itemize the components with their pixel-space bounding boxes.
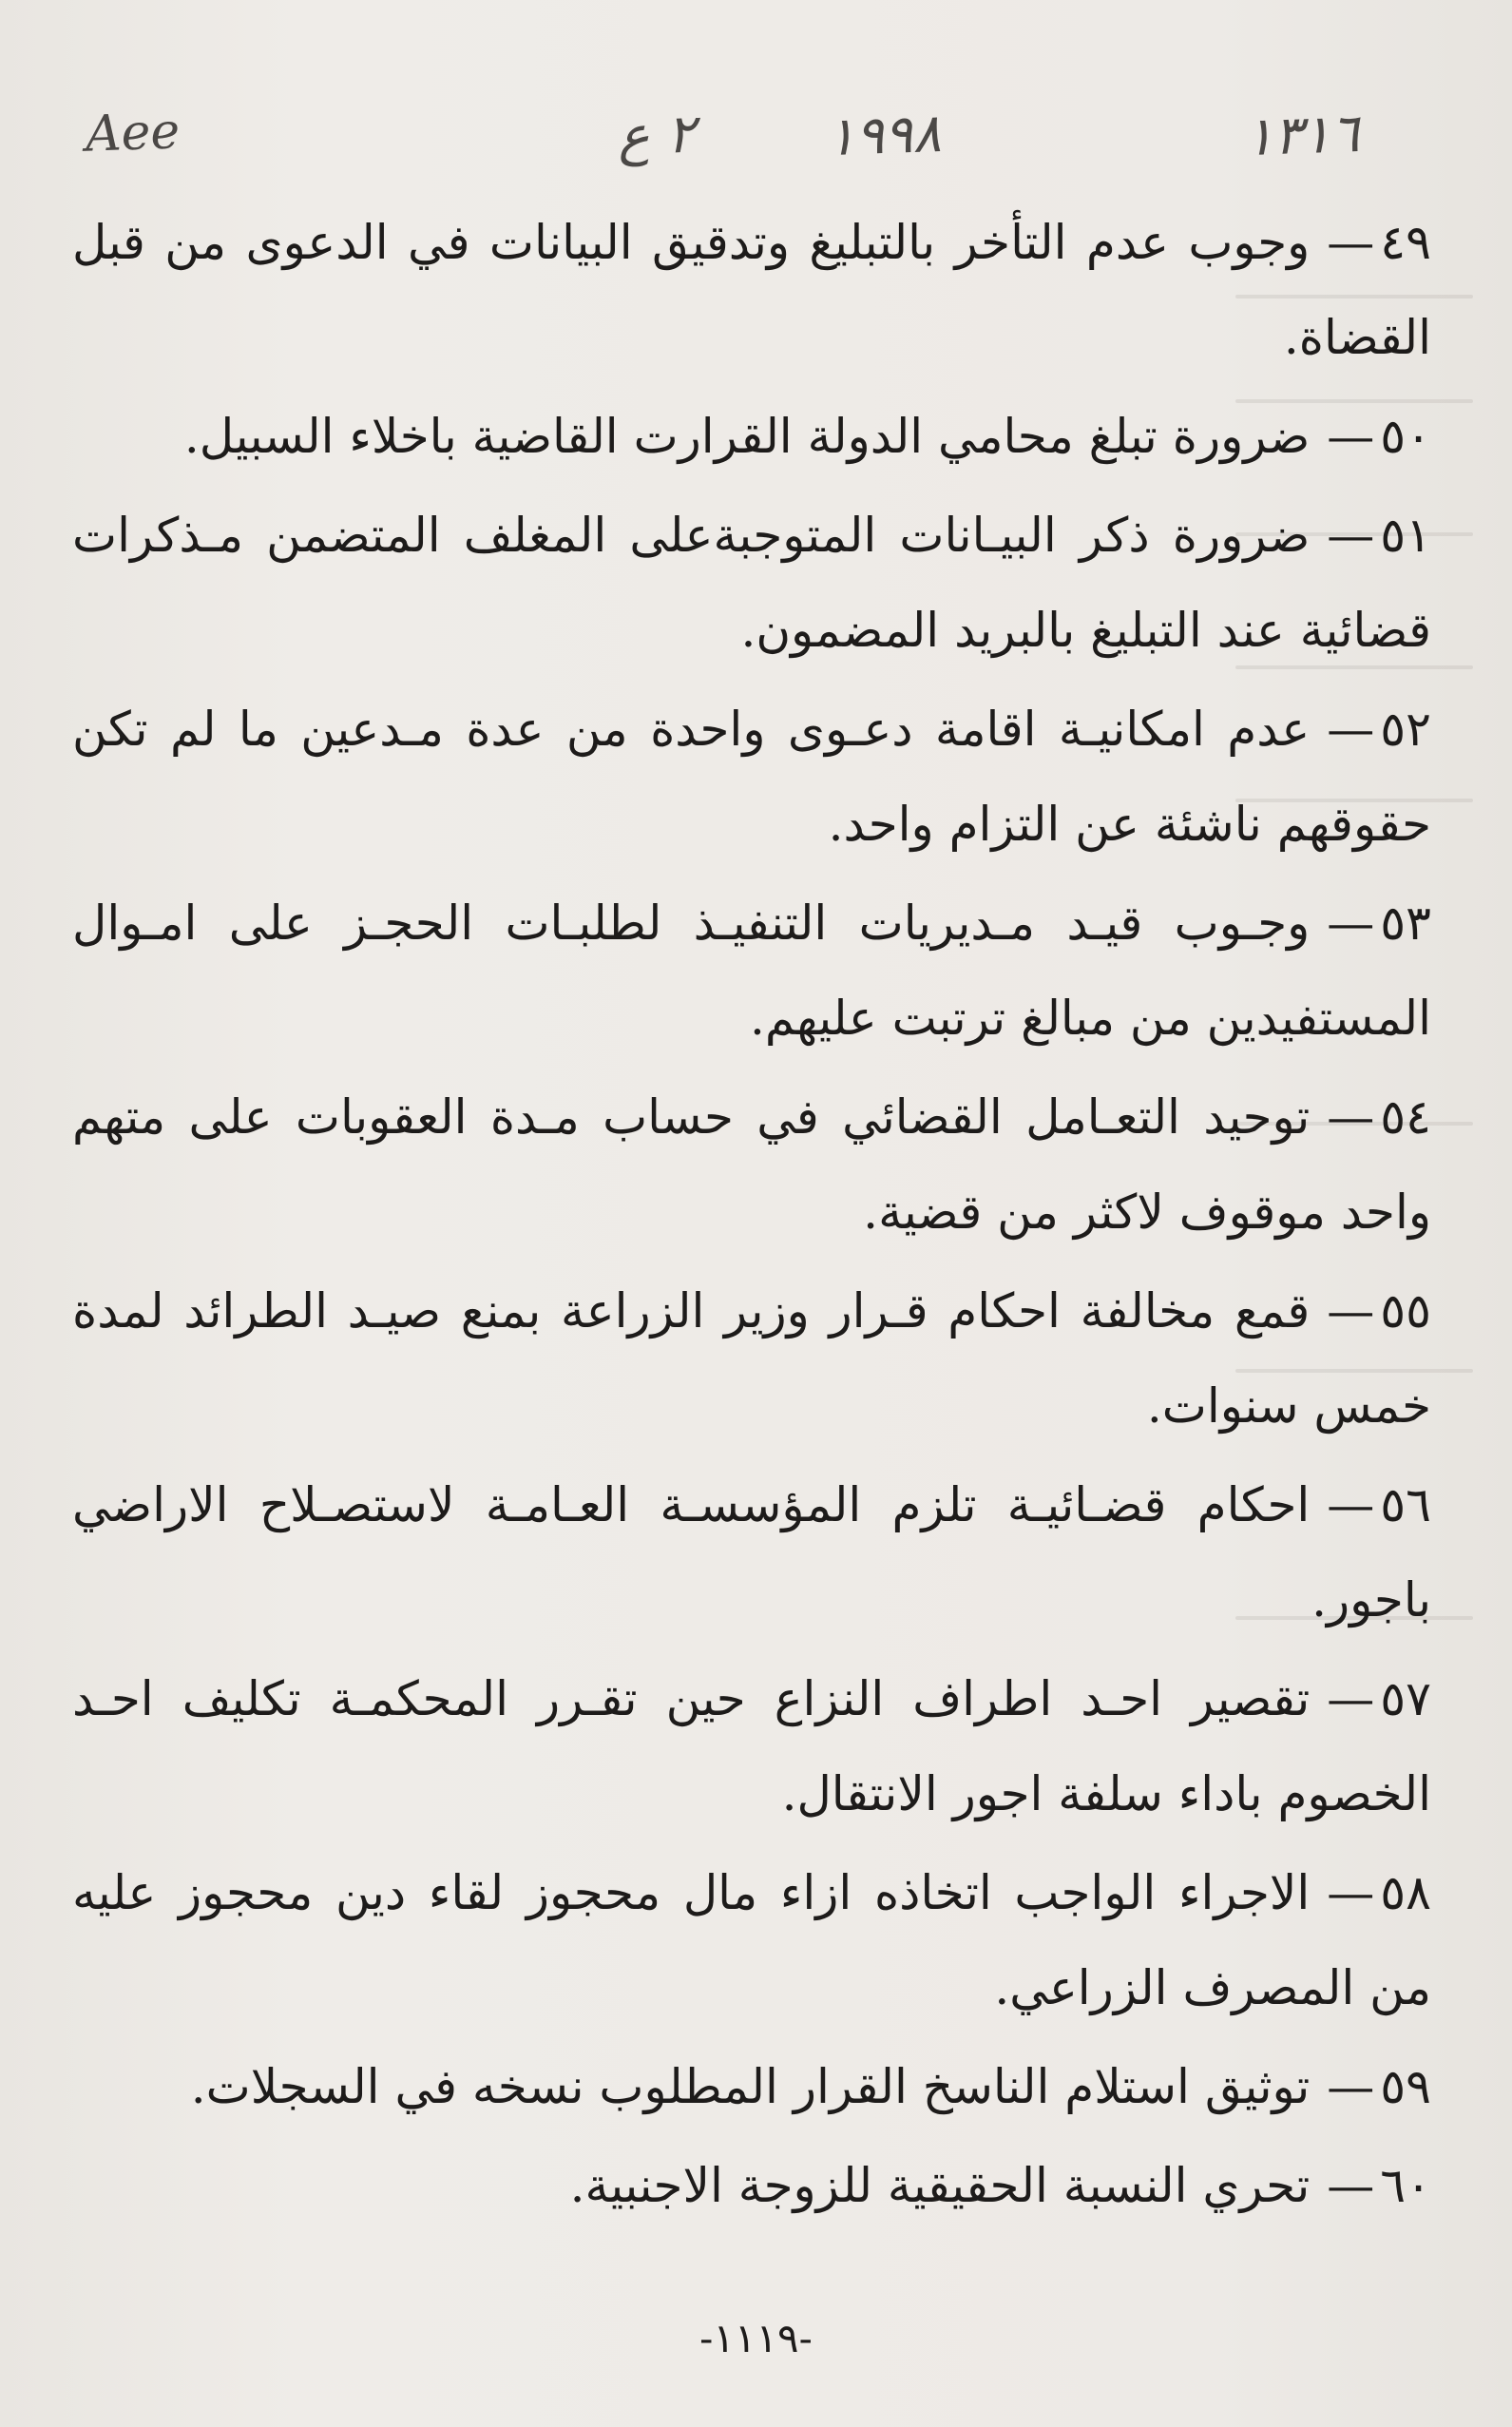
item-text: الاجراء الواجب اتخاذه ازاء مال محجوز لقاء دين محجوز عليه من المصرف الزراعي.: [72, 1865, 1431, 2015]
item-number: ٥١: [1380, 508, 1431, 563]
list-item: [72, 389, 1431, 484]
item-number: ٥٣: [1380, 896, 1431, 951]
item-text: احكام قضـائيـة تلزم المؤسسـة العـامـة لاستصـلاح الاراضي باجور.: [72, 1477, 1431, 1628]
item-dash: —: [1327, 1089, 1375, 1145]
list-item: [72, 2138, 1431, 2233]
item-text: توحيد التعـامل القضائي في حساب مـدة العقوبات على متهم واحد موقوف لاكثر من قضية.: [72, 1089, 1431, 1240]
item-number: ٥٤: [1380, 1089, 1431, 1145]
numbered-list: [72, 195, 1431, 2237]
item-number: ٥٩: [1380, 2059, 1431, 2114]
list-item: [72, 1845, 1431, 2035]
list-item: [72, 876, 1431, 1066]
list-item: [72, 1651, 1431, 1841]
item-text: ضرورة ذكر البيـانات المتوجبةعلى المغلف المتضمن مـذكرات قضائية عند التبليغ بالبريد المضمون.: [72, 508, 1431, 658]
item-dash: —: [1327, 1671, 1375, 1726]
item-number: ٤٩: [1380, 215, 1431, 270]
item-text: توثيق استلام الناسخ القرار المطلوب نسخه في السجلات.: [190, 2059, 1311, 2114]
item-dash: —: [1327, 215, 1375, 270]
list-item: [72, 1457, 1431, 1647]
list-item: [72, 682, 1431, 872]
item-text: وجوب عدم التأخر بالتبليغ وتدقيق البيانات في الدعوى من قبل القضاة.: [72, 215, 1431, 365]
list-item: [72, 195, 1431, 385]
item-text: ضرورة تبلغ محامي الدولة القرارت القاضية باخلاء السبيل.: [183, 409, 1311, 464]
list-item: [72, 1263, 1431, 1454]
item-dash: —: [1327, 1477, 1375, 1532]
item-dash: —: [1327, 1865, 1375, 1920]
handwritten-reference: ١٣١٦: [1243, 102, 1361, 169]
item-text: عدم امكانيـة اقامة دعـوى واحدة من عدة مـدعين ما لم تكن حقوقهم ناشئة عن التزام واحد.: [72, 702, 1431, 852]
list-item: [72, 488, 1431, 678]
item-number: ٦٠: [1380, 2158, 1431, 2213]
item-dash: —: [1327, 702, 1375, 757]
item-number: ٥٢: [1380, 702, 1431, 757]
item-dash: —: [1327, 2059, 1375, 2114]
item-text: تحري النسبة الحقيقية للزوجة الاجنبية.: [569, 2158, 1311, 2213]
item-dash: —: [1327, 2158, 1375, 2213]
item-dash: —: [1327, 896, 1375, 951]
handwritten-year: ١٩٩٨: [825, 102, 943, 169]
list-item: [72, 1069, 1431, 1260]
item-text: تقصير احـد اطراف النزاع حين تقـرر المحكمـة تكليف احـد الخصوم باداء سلفة اجور الانتقال.: [72, 1671, 1431, 1821]
item-text: قمع مخالفة احكام قـرار وزير الزراعة بمنع صيـد الطرائد لمدة خمس سنوات.: [72, 1283, 1431, 1434]
item-dash: —: [1327, 409, 1375, 464]
list-item: [72, 2039, 1431, 2134]
item-number: ٥٧: [1380, 1671, 1431, 1726]
handwritten-issue: ٢ ع: [616, 103, 697, 168]
item-text: وجـوب قيـد مـديريات التنفيـذ لطلبـات الحجـز على امـوال المستفيدين من مبالغ ترتبت عليهم.: [72, 896, 1431, 1046]
item-dash: —: [1327, 508, 1375, 563]
item-number: ٥٦: [1380, 1477, 1431, 1532]
handwritten-header-notes: [84, 102, 1426, 190]
handwritten-code: Aee: [84, 103, 182, 164]
item-dash: —: [1327, 1283, 1375, 1339]
item-number: ٥٠: [1380, 409, 1431, 464]
item-number: ٥٥: [1380, 1283, 1431, 1339]
page-number: -١١١٩-: [699, 2315, 813, 2361]
item-number: ٥٨: [1380, 1865, 1431, 1920]
